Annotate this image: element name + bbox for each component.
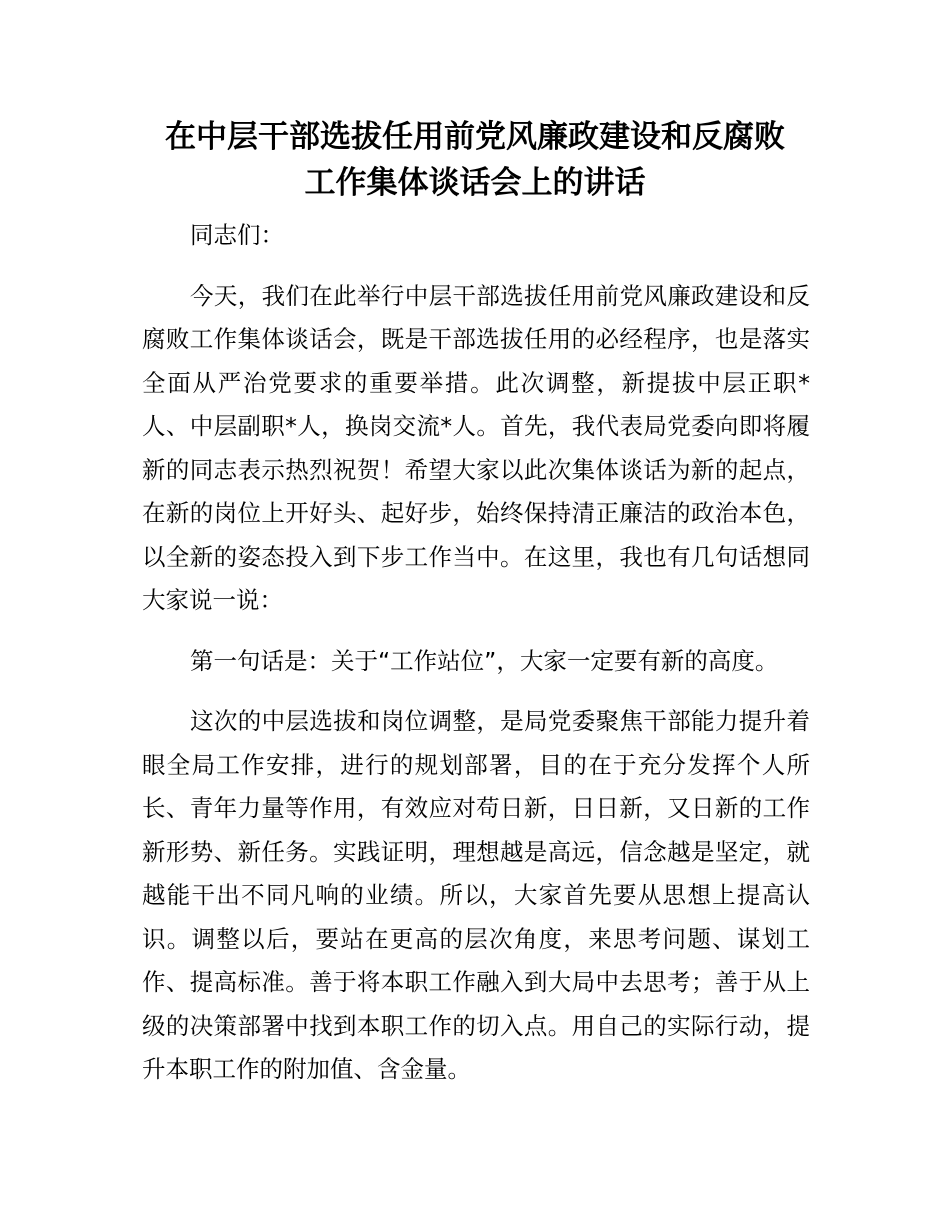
title-line-2: 工作集体谈话会上的讲话 bbox=[304, 165, 646, 201]
paragraph-opening: 今天，我们在此举行中层干部选拔任用前党风廉政建设和反腐败工作集体谈话会，既是干部选拔任用的必经程序，也是落实全面从严治党要求的重要举措。此次调整，新提拔中层正职*人、中层副职*人，换岗交流*人。首先，我代表局党委向即将履新的同志表示热烈祝贺！希望大家以此次集体谈话为新的起点，在新的岗位上开好头、起好步，始终保持清正廉洁的政治本色，以全新的姿态投入到下步工作当中。在这里，我也有几句话想同大家说一说： bbox=[142, 281, 810, 614]
paragraph-section-heading: 第一句话是：关于“工作站位”，大家一定要有新的高度。 bbox=[190, 646, 779, 675]
salutation: 同志们： bbox=[190, 221, 284, 249]
title-line-1: 在中层干部选拔任用前党风廉政建设和反腐败 bbox=[165, 119, 785, 155]
document-title bbox=[140, 114, 810, 206]
paragraph-section-body: 这次的中层选拔和岗位调整，是局党委聚焦干部能力提升着眼全局工作安排，进行的规划部署，目的在于充分发挥个人所长、青年力量等作用，有效应对苟日新，日日新，又日新的工作新形势、新任务。实践证明，理想越是高远，信念越是坚定，就越能干出不同凡响的业绩。所以，大家首先要从思想上提高认识。调整以后，要站在更高的层次角度，来思考问题、谋划工作、提高标准。善于将本职工作融入到大局中去思考；善于从上级的决策部署中找到本职工作的切入点。用自己的实际行动，提升本职工作的附加值、含金量。 bbox=[142, 707, 810, 1083]
document-body bbox=[142, 214, 810, 1109]
